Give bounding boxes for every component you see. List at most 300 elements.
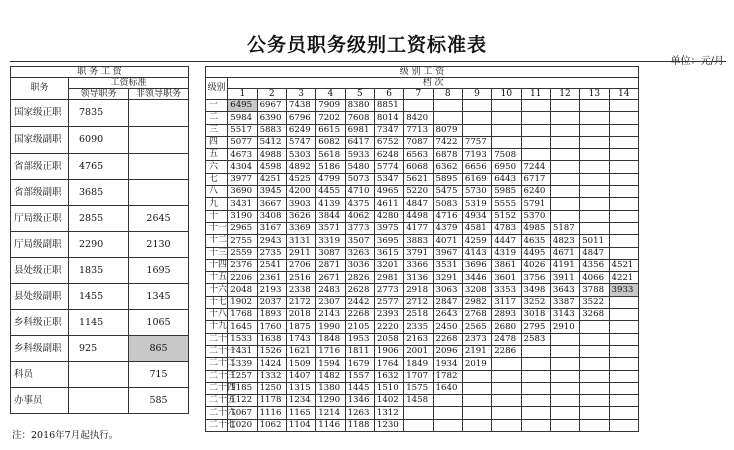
level-row (206, 333, 639, 345)
rank-row (11, 154, 189, 180)
leadership-salary: 2290 (69, 232, 129, 258)
salary-cell: 2037 (257, 296, 286, 308)
salary-cell (580, 222, 609, 234)
salary-cell (550, 407, 579, 419)
salary-cell (580, 407, 609, 419)
salary-cell: 4521 (609, 259, 638, 271)
salary-cell: 8420 (404, 112, 433, 124)
salary-cell: 1764 (374, 358, 403, 370)
salary-cell: 6752 (374, 136, 403, 148)
rank-row (11, 232, 189, 258)
salary-cell: 3117 (492, 296, 521, 308)
salary-cell (462, 382, 491, 394)
rank-row (11, 310, 189, 336)
salary-cell: 2643 (433, 309, 462, 321)
salary-cell: 2755 (228, 235, 257, 247)
salary-cell: 2286 (492, 345, 521, 357)
salary-cell: 1339 (228, 358, 257, 370)
level-name: 二十一 (206, 345, 228, 357)
grade-number-header: 6 (374, 89, 403, 100)
grade-number-header: 1 (228, 89, 257, 100)
salary-cell: 4988 (257, 149, 286, 161)
grade-number-header: 12 (550, 89, 579, 100)
salary-cell: 3933 (609, 284, 638, 296)
salary-cell (462, 370, 491, 382)
salary-cell (580, 198, 609, 210)
salary-cell: 4177 (404, 222, 433, 234)
salary-cell: 3063 (433, 284, 462, 296)
salary-cell: 2795 (521, 321, 550, 333)
salary-cell (609, 395, 638, 407)
salary-cell: 1990 (316, 321, 345, 333)
rank-name: 乡科级正职 (11, 310, 69, 336)
leadership-salary: 925 (69, 336, 129, 362)
level-row (206, 222, 639, 234)
rank-row (11, 388, 189, 414)
salary-cell (550, 100, 579, 112)
salary-cell: 5187 (550, 222, 579, 234)
salary-cell: 8014 (374, 112, 403, 124)
leadership-salary: 3685 (69, 180, 129, 206)
salary-cell: 3263 (345, 247, 374, 259)
grade-number-header: 9 (462, 89, 491, 100)
level-name: 八 (206, 186, 228, 198)
salary-cell: 3268 (580, 309, 609, 321)
salary-cell (609, 112, 638, 124)
salary-cell (609, 161, 638, 173)
rank-name: 乡科级副职 (11, 336, 69, 362)
level-row (206, 100, 639, 112)
salary-cell: 1621 (286, 345, 315, 357)
salary-cell: 1290 (316, 395, 345, 407)
level-row (206, 136, 639, 148)
rank-row (11, 127, 189, 154)
leadership-column-header: 领导职务 (69, 89, 129, 100)
salary-cell: 1679 (345, 358, 374, 370)
salary-cell: 1902 (228, 296, 257, 308)
salary-cell: 5347 (374, 173, 403, 185)
level-name: 二十五 (206, 395, 228, 407)
salary-cell (521, 149, 550, 161)
salary-cell: 3131 (286, 235, 315, 247)
rank-row (11, 336, 189, 362)
salary-cell: 6390 (257, 112, 286, 124)
salary-cell: 2361 (257, 272, 286, 284)
salary-cell: 6563 (404, 149, 433, 161)
non-leadership-salary: 1345 (129, 284, 189, 310)
salary-cell: 3903 (286, 198, 315, 210)
level-name: 二十四 (206, 382, 228, 394)
grade-number-header: 7 (404, 89, 433, 100)
level-row (206, 345, 639, 357)
salary-cell: 6240 (521, 186, 550, 198)
salary-cell (580, 149, 609, 161)
salary-cell (521, 358, 550, 370)
salary-cell: 1146 (316, 419, 345, 431)
salary-cell: 1768 (228, 309, 257, 321)
non-leadership-salary: 585 (129, 388, 189, 414)
position-salary-heading: 职 务 工 资 (11, 67, 189, 78)
salary-cell: 4191 (550, 259, 579, 271)
unit-label: 单位：元/月 (670, 56, 724, 67)
salary-cell (521, 419, 550, 431)
salary-cell: 6796 (286, 112, 315, 124)
rank-name: 办事员 (11, 388, 69, 414)
salary-cell (580, 124, 609, 136)
salary-cell: 3844 (316, 210, 345, 222)
salary-cell: 2191 (462, 345, 491, 357)
salary-cell: 2105 (345, 321, 374, 333)
salary-cell: 4495 (521, 247, 550, 259)
salary-cell: 3190 (228, 210, 257, 222)
level-name: 二十六 (206, 407, 228, 419)
salary-cell (580, 358, 609, 370)
salary-cell: 3522 (580, 296, 609, 308)
non-leadership-salary: 715 (129, 362, 189, 388)
salary-cell: 4447 (492, 235, 521, 247)
salary-cell (521, 100, 550, 112)
salary-cell: 1445 (345, 382, 374, 394)
salary-cell: 4671 (550, 247, 579, 259)
salary-cell: 2373 (462, 333, 491, 345)
level-row (206, 247, 639, 259)
salary-cell: 3773 (345, 222, 374, 234)
rank-name: 科员 (11, 362, 69, 388)
salary-cell (580, 321, 609, 333)
leadership-salary (69, 362, 129, 388)
salary-cell: 1557 (345, 370, 374, 382)
level-name: 三 (206, 124, 228, 136)
leadership-salary: 1145 (69, 310, 129, 336)
salary-cell: 2172 (286, 296, 315, 308)
salary-cell: 6417 (345, 136, 374, 148)
salary-cell: 4319 (492, 247, 521, 259)
rank-name: 县处级正职 (11, 258, 69, 284)
salary-cell (609, 419, 638, 431)
salary-cell: 5883 (257, 124, 286, 136)
salary-cell: 5730 (462, 186, 491, 198)
salary-cell: 2193 (257, 284, 286, 296)
salary-cell (580, 112, 609, 124)
salary-cell: 7438 (286, 100, 315, 112)
salary-cell: 6967 (257, 100, 286, 112)
grade-number-header: 14 (609, 89, 638, 100)
salary-cell: 1953 (345, 333, 374, 345)
salary-cell (521, 345, 550, 357)
salary-cell (609, 309, 638, 321)
salary-cell (609, 222, 638, 234)
salary-cell: 4280 (374, 210, 403, 222)
salary-cell: 2019 (462, 358, 491, 370)
salary-cell (550, 382, 579, 394)
salary-cell (609, 321, 638, 333)
salary-cell (492, 100, 521, 112)
level-column-header: 级别 (206, 78, 228, 100)
salary-cell: 5984 (228, 112, 257, 124)
salary-cell: 1743 (286, 333, 315, 345)
leadership-salary: 4765 (69, 154, 129, 180)
salary-cell (492, 136, 521, 148)
salary-cell: 6082 (316, 136, 345, 148)
level-salary-table (205, 66, 639, 432)
salary-cell: 5186 (316, 161, 345, 173)
level-name: 七 (206, 173, 228, 185)
salary-cell: 1230 (374, 419, 403, 431)
salary-cell: 5517 (228, 124, 257, 136)
salary-cell: 4581 (462, 222, 491, 234)
level-name: 四 (206, 136, 228, 148)
salary-cell: 3791 (404, 247, 433, 259)
salary-cell: 2559 (228, 247, 257, 259)
salary-cell: 4026 (521, 259, 550, 271)
salary-cell (550, 124, 579, 136)
salary-cell: 1116 (257, 407, 286, 419)
leadership-salary: 1455 (69, 284, 129, 310)
salary-cell (550, 173, 579, 185)
salary-cell: 7508 (492, 149, 521, 161)
salary-cell: 1407 (286, 370, 315, 382)
salary-cell: 3408 (257, 210, 286, 222)
salary-cell: 3507 (345, 235, 374, 247)
salary-cell (550, 136, 579, 148)
level-row (206, 124, 639, 136)
level-row (206, 382, 639, 394)
salary-cell (550, 395, 579, 407)
level-row (206, 407, 639, 419)
level-row (206, 112, 639, 124)
salary-cell: 4221 (609, 272, 638, 284)
rank-name: 厅局级副职 (11, 232, 69, 258)
level-name: 六 (206, 161, 228, 173)
rank-row (11, 258, 189, 284)
salary-cell: 6068 (404, 161, 433, 173)
salary-cell: 3319 (316, 235, 345, 247)
salary-cell: 1263 (345, 407, 374, 419)
salary-cell: 2982 (462, 296, 491, 308)
salary-cell (580, 419, 609, 431)
salary-cell (550, 210, 579, 222)
salary-cell: 1062 (257, 419, 286, 431)
rank-row (11, 206, 189, 232)
salary-cell: 3446 (462, 272, 491, 284)
salary-cell (492, 407, 521, 419)
salary-cell: 1020 (228, 419, 257, 431)
salary-cell: 2450 (433, 321, 462, 333)
rank-name: 厅局级正职 (11, 206, 69, 232)
rank-row (11, 362, 189, 388)
salary-cell: 3696 (462, 259, 491, 271)
level-row (206, 296, 639, 308)
salary-cell: 2335 (404, 321, 433, 333)
salary-cell: 1510 (374, 382, 403, 394)
salary-cell: 6495 (228, 100, 257, 112)
grade-number-header: 10 (492, 89, 521, 100)
salary-cell: 5011 (580, 235, 609, 247)
salary-cell: 2981 (374, 272, 403, 284)
salary-cell: 5083 (433, 198, 462, 210)
salary-cell: 7909 (316, 100, 345, 112)
salary-cell: 1482 (316, 370, 345, 382)
salary-cell: 6249 (286, 124, 315, 136)
salary-cell: 2773 (374, 284, 403, 296)
salary-cell (433, 395, 462, 407)
salary-cell (580, 173, 609, 185)
salary-cell: 3626 (286, 210, 315, 222)
non-leadership-salary (129, 127, 189, 154)
rank-name: 国家级正职 (11, 100, 69, 127)
salary-cell (521, 112, 550, 124)
salary-cell: 5303 (286, 149, 315, 161)
salary-cell: 3667 (257, 198, 286, 210)
salary-cell (609, 149, 638, 161)
salary-cell: 3291 (433, 272, 462, 284)
salary-cell (609, 333, 638, 345)
level-name: 十八 (206, 309, 228, 321)
salary-cell: 4379 (433, 222, 462, 234)
salary-cell: 7422 (433, 136, 462, 148)
level-row (206, 210, 639, 222)
salary-cell: 4611 (374, 198, 403, 210)
salary-cell: 1893 (257, 309, 286, 321)
salary-cell (550, 149, 579, 161)
salary-cell: 2143 (316, 309, 345, 321)
grade-number-header: 8 (433, 89, 462, 100)
salary-cell: 3498 (521, 284, 550, 296)
salary-cell (433, 112, 462, 124)
salary-cell: 2268 (433, 333, 462, 345)
salary-cell: 6981 (345, 124, 374, 136)
salary-cell: 5220 (404, 186, 433, 198)
salary-cell: 3601 (492, 272, 521, 284)
salary-cell: 3387 (550, 296, 579, 308)
level-name: 二 (206, 112, 228, 124)
salary-cell: 4455 (316, 186, 345, 198)
salary-cell: 2918 (404, 284, 433, 296)
rank-name: 省部级副职 (11, 180, 69, 206)
salary-cell: 2712 (404, 296, 433, 308)
grade-number-header: 5 (345, 89, 374, 100)
salary-cell (433, 407, 462, 419)
salary-cell: 5555 (492, 198, 521, 210)
leadership-salary: 6090 (69, 127, 129, 154)
salary-cell: 5152 (492, 210, 521, 222)
salary-cell: 2442 (345, 296, 374, 308)
salary-cell: 5319 (462, 198, 491, 210)
salary-cell (609, 100, 638, 112)
salary-cell (521, 395, 550, 407)
salary-cell: 8851 (374, 100, 403, 112)
level-name: 十三 (206, 247, 228, 259)
salary-cell: 2516 (286, 272, 315, 284)
level-name: 十五 (206, 272, 228, 284)
salary-cell: 2518 (404, 309, 433, 321)
non-leadership-salary: 2645 (129, 206, 189, 232)
salary-cell: 4892 (286, 161, 315, 173)
level-row (206, 419, 639, 431)
salary-cell: 8079 (433, 124, 462, 136)
salary-cell: 1214 (316, 407, 345, 419)
salary-cell: 5985 (492, 186, 521, 198)
salary-cell: 2393 (374, 309, 403, 321)
level-name: 二十七 (206, 419, 228, 431)
salary-cell: 4716 (433, 210, 462, 222)
salary-cell: 1178 (257, 395, 286, 407)
position-salary-table (10, 66, 189, 414)
salary-cell: 1760 (257, 321, 286, 333)
salary-cell: 4066 (580, 272, 609, 284)
level-name: 十九 (206, 321, 228, 333)
salary-cell (433, 100, 462, 112)
salary-cell: 3861 (492, 259, 521, 271)
salary-cell: 1188 (345, 419, 374, 431)
salary-standard-header: 工资标准 (69, 78, 189, 89)
footnote: 注：2016年7月起执行。 (12, 430, 119, 441)
salary-cell: 3615 (374, 247, 403, 259)
level-row (206, 161, 639, 173)
salary-cell: 2307 (316, 296, 345, 308)
salary-cell: 5077 (228, 136, 257, 148)
salary-cell: 3036 (345, 259, 374, 271)
salary-cell: 5618 (316, 149, 345, 161)
salary-cell (550, 161, 579, 173)
non-leadership-column-header: 非领导职务 (129, 89, 189, 100)
salary-cell: 4783 (492, 222, 521, 234)
salary-cell: 6362 (433, 161, 462, 173)
salary-cell: 2628 (345, 284, 374, 296)
salary-cell: 7608 (345, 112, 374, 124)
salary-cell: 4375 (345, 198, 374, 210)
salary-cell (492, 395, 521, 407)
salary-cell: 6950 (492, 161, 521, 173)
salary-cell: 3756 (521, 272, 550, 284)
salary-cell: 2001 (404, 345, 433, 357)
salary-cell: 4259 (462, 235, 491, 247)
salary-cell: 2826 (345, 272, 374, 284)
salary-cell: 4498 (404, 210, 433, 222)
salary-cell: 3695 (374, 235, 403, 247)
page-title: 公务员职务级别工资标准表 (246, 34, 487, 56)
salary-cell: 5475 (433, 186, 462, 198)
level-row (206, 284, 639, 296)
salary-cell (404, 100, 433, 112)
grade-header: 档 次 (228, 78, 639, 89)
salary-cell: 5895 (433, 173, 462, 185)
salary-cell: 2965 (228, 222, 257, 234)
salary-cell (580, 382, 609, 394)
salary-cell (609, 247, 638, 259)
salary-cell (404, 407, 433, 419)
salary-cell: 1533 (228, 333, 257, 345)
salary-cell: 4356 (580, 259, 609, 271)
salary-cell: 1645 (228, 321, 257, 333)
salary-cell (550, 345, 579, 357)
salary-cell: 4200 (286, 186, 315, 198)
salary-cell: 4799 (316, 173, 345, 185)
rank-row (11, 180, 189, 206)
salary-cell (521, 382, 550, 394)
salary-cell: 3690 (228, 186, 257, 198)
level-name: 九 (206, 198, 228, 210)
salary-cell: 1165 (286, 407, 315, 419)
salary-cell: 8380 (345, 100, 374, 112)
salary-cell: 4965 (374, 186, 403, 198)
salary-cell: 7087 (404, 136, 433, 148)
salary-cell: 1849 (404, 358, 433, 370)
level-name: 十 (206, 210, 228, 222)
salary-cell: 1104 (286, 419, 315, 431)
salary-cell (609, 124, 638, 136)
non-leadership-salary: 865 (129, 336, 189, 362)
